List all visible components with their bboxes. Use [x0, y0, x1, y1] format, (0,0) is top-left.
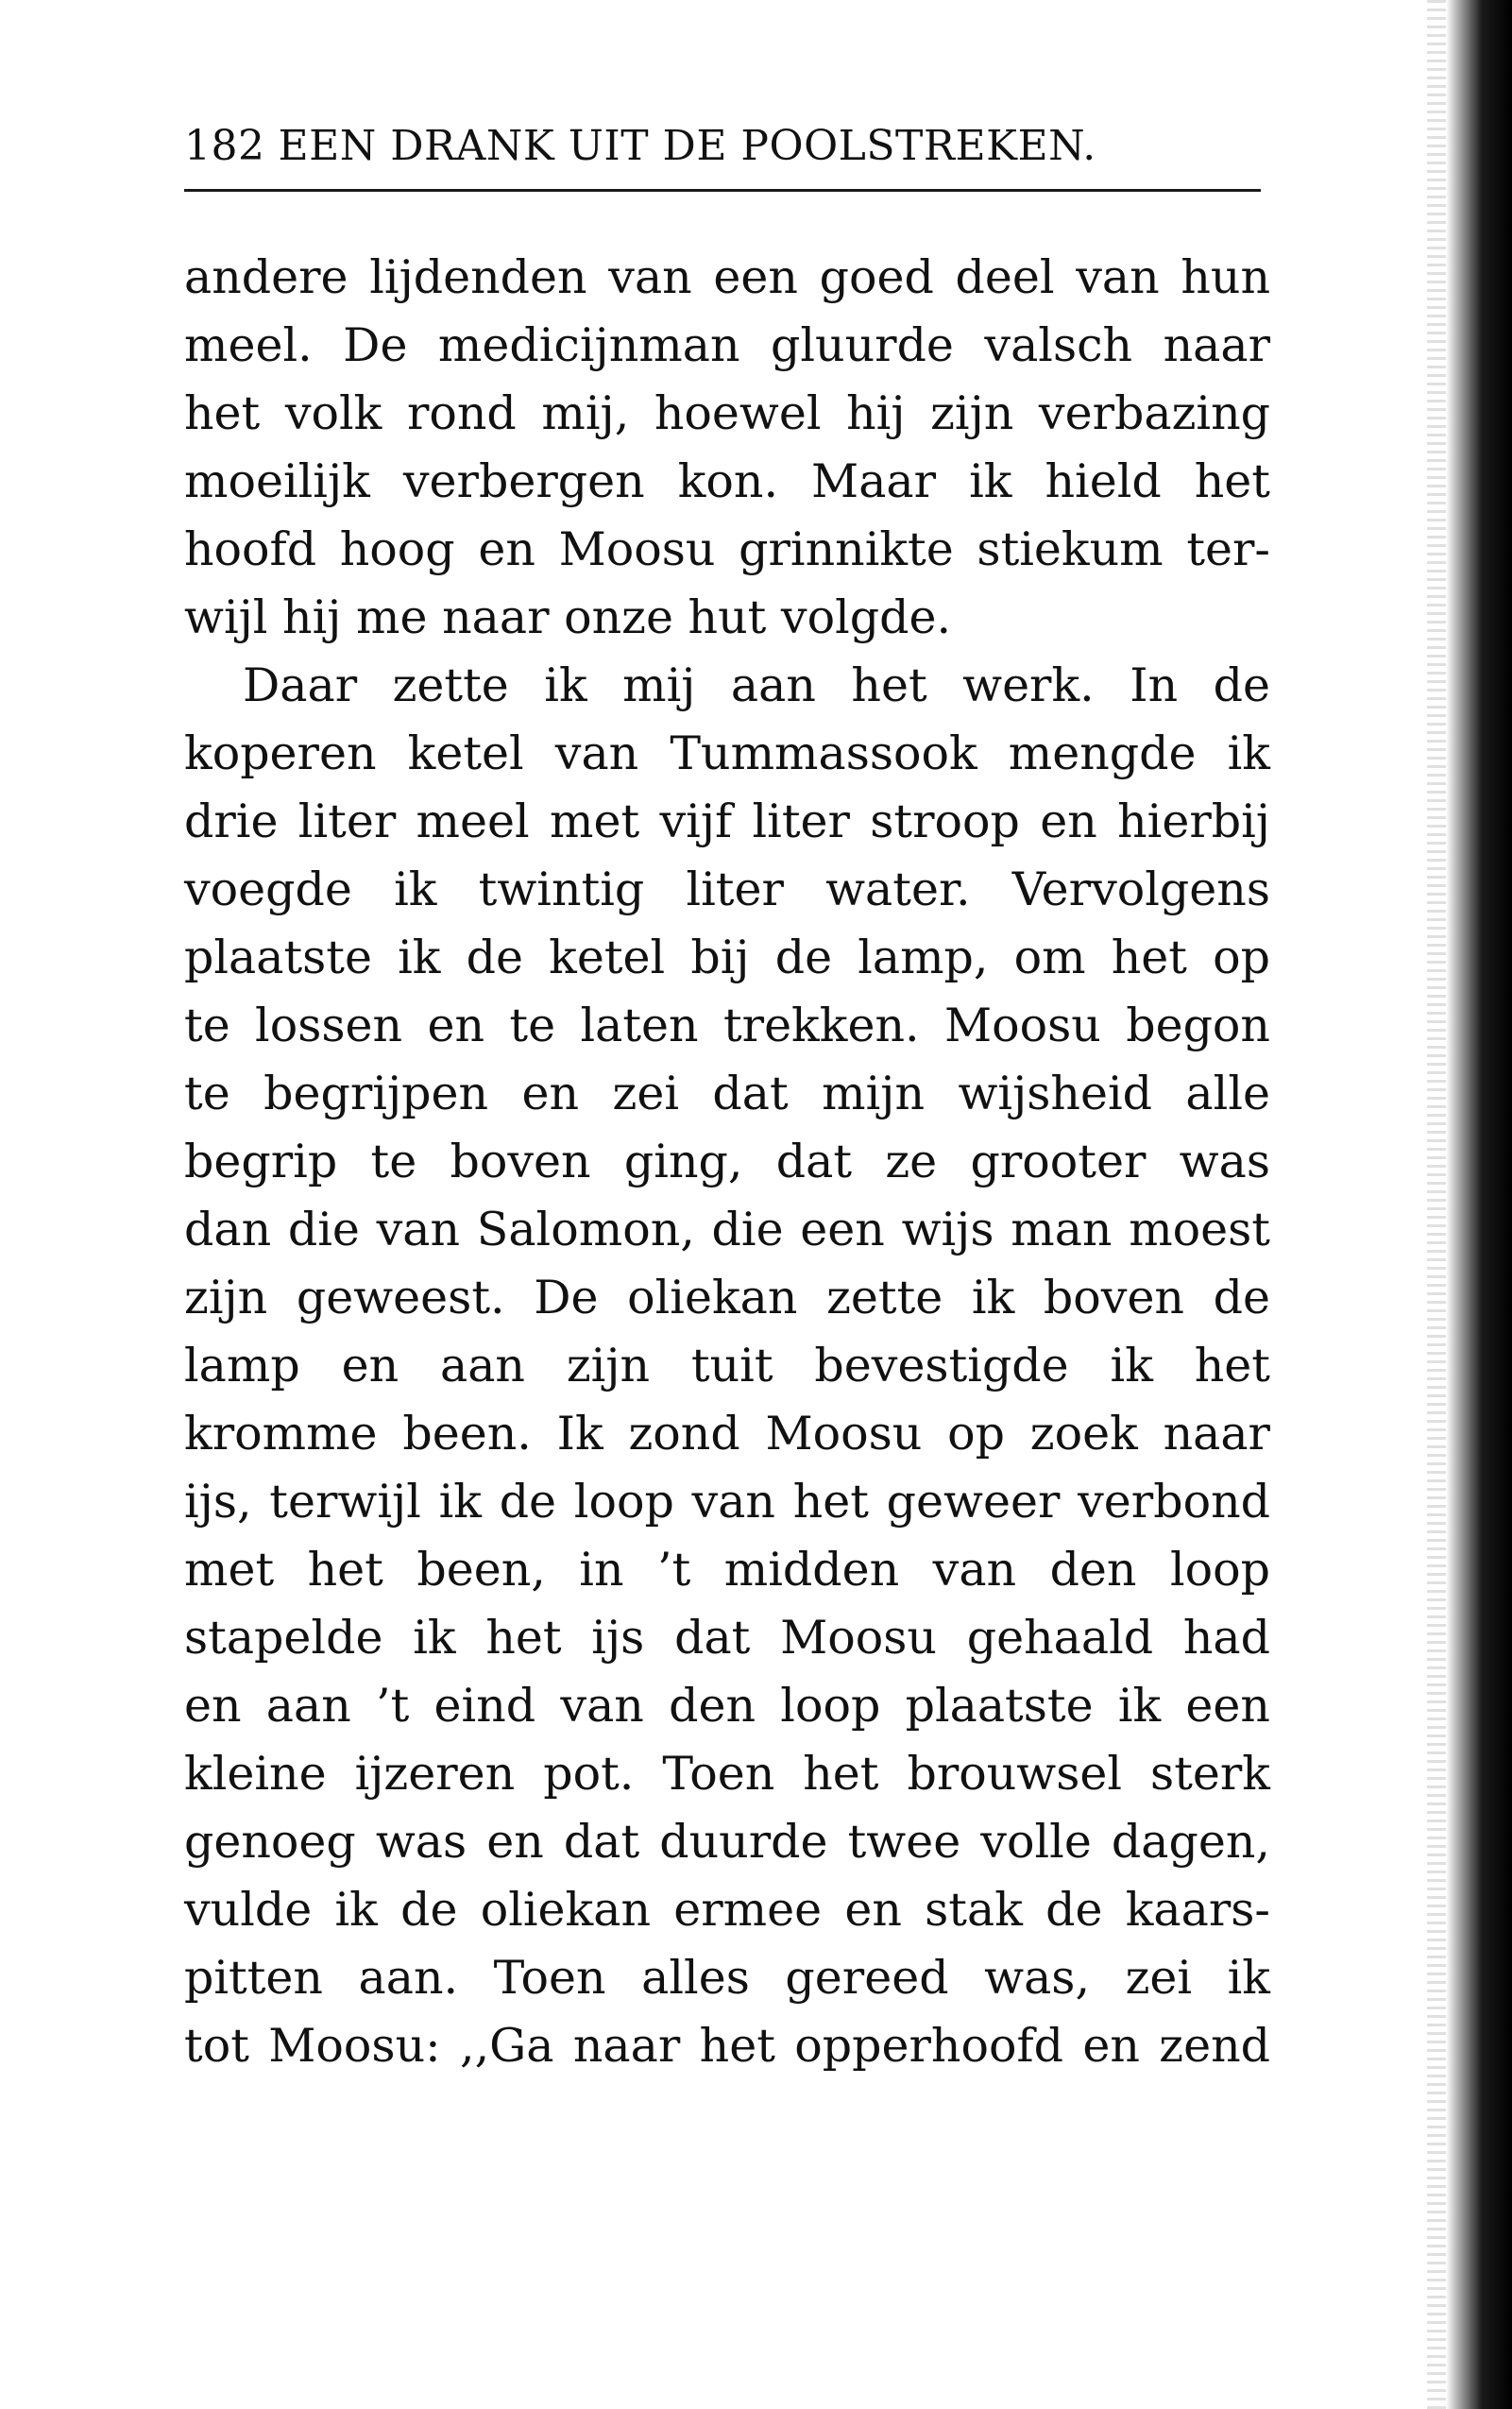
text-line: zijn geweest. De oliekan zette ik boven de — [184, 1271, 1270, 1324]
text-line: koperen ketel van Tummassook mengde ik — [184, 726, 1270, 780]
text-line: voegde ik twintig liter water. Vervolgens — [184, 863, 1270, 916]
text-line: plaatste ik de ketel bij de lamp, om het op — [184, 931, 1270, 984]
text-line: lamp en aan zijn tuit bevestigde ik het — [184, 1339, 1270, 1392]
header-rule — [184, 189, 1261, 192]
text-line: begrip te boven ging, dat ze grooter was — [184, 1135, 1270, 1188]
text-line: kromme been. Ik zond Moosu op zoek naar — [184, 1407, 1270, 1461]
text-line: hoofd hoog en Moosu grinnikte stiekum ter- — [184, 522, 1270, 576]
text-line: te lossen en te laten trekken. Moosu begon — [184, 999, 1270, 1052]
text-line: tot Moosu: ,,Ga naar het opperhoofd en zend — [184, 2019, 1270, 2073]
body-text — [184, 244, 1270, 2080]
text-line: met het been, in ’t midden van den loop — [184, 1543, 1270, 1597]
text-line: moeilijk verbergen kon. Maar ik hield het — [184, 454, 1270, 508]
running-head — [184, 118, 1261, 175]
text-line: kleine ijzeren pot. Toen het brouwsel sterk — [184, 1747, 1270, 1801]
text-line: genoeg was en dat duurde twee volle dagen, — [184, 1815, 1270, 1869]
running-title: EEN DRANK UIT DE POOLSTREKEN. — [278, 122, 1096, 170]
text-line: ijs, terwijl ik de loop van het geweer verbond — [184, 1475, 1270, 1529]
text-line: stapelde ik het ijs dat Moosu gehaald had — [184, 1611, 1270, 1665]
text-line-paragraph-start: Daar zette ik mij aan het werk. In de — [243, 658, 1270, 712]
text-line: vulde ik de oliekan ermee en stak de kaars- — [184, 1883, 1270, 1937]
text-line: het volk rond mij, hoewel hij zijn verbazing — [184, 386, 1270, 440]
text-line: pitten aan. Toen alles gereed was, zei ik — [184, 1951, 1270, 2005]
text-line: te begrijpen en zei dat mijn wijsheid alle — [184, 1067, 1270, 1120]
text-line: wijl hij me naar onze hut volgde. — [184, 590, 952, 644]
text-line: andere lijdenden van een goed deel van hun — [184, 250, 1270, 304]
text-line: meel. De medicijnman gluurde valsch naar — [184, 318, 1270, 372]
text-line: drie liter meel met vijf liter stroop en hierbij — [184, 794, 1270, 848]
text-line: en aan ’t eind van den loop plaatste ik een — [184, 1679, 1270, 1733]
page-edge-shadow — [1446, 0, 1512, 2409]
page-edge-texture — [1427, 0, 1446, 2409]
text-line: dan die van Salomon, die een wijs man moest — [184, 1203, 1270, 1256]
page-number: 182 — [184, 122, 265, 170]
